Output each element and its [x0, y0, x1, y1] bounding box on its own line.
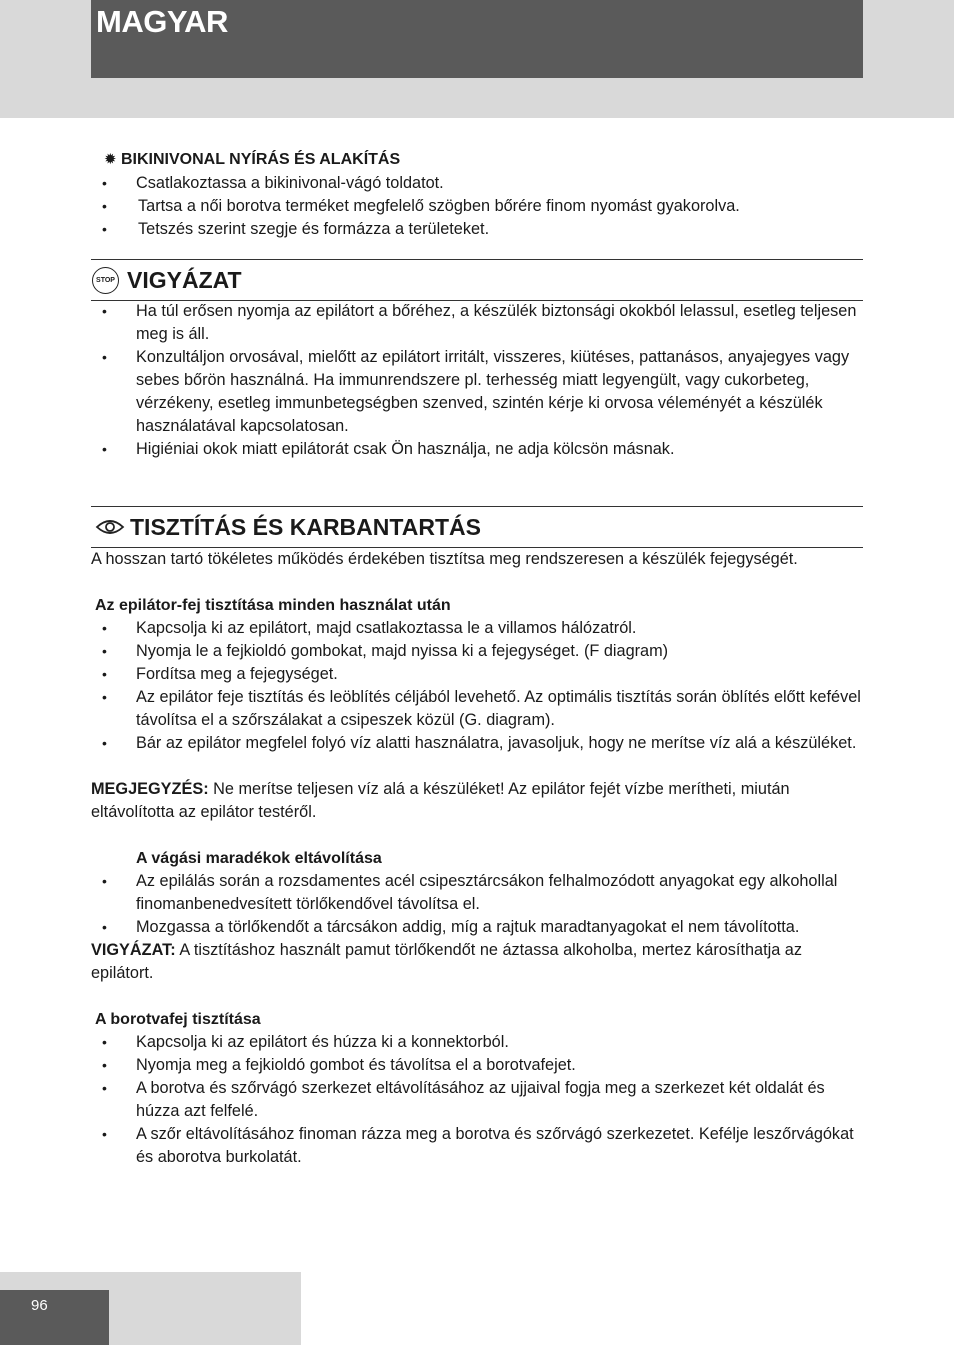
list-item: • Tartsa a női borotva terméket megfelelő szögben bőrére finom nyomást gyakorolva.: [102, 197, 740, 215]
list-item: • Kapcsolja ki az epilátort és húzza ki a konnektorból.: [102, 1033, 509, 1051]
epilator-head-title: Az epilátor-fej tisztítása minden használat után: [95, 597, 451, 614]
sun-icon: ✹: [104, 150, 117, 168]
list-item: • Nyomja le a fejkioldó gombokat, majd nyissa ki a fejegységet. (F diagram): [102, 642, 669, 660]
note-paragraph: [91, 778, 863, 824]
epilator-head-list: [91, 617, 863, 755]
shaver-list: [91, 1031, 863, 1169]
language-title: MAGYAR: [96, 4, 228, 39]
list-item: • Mozgassa a törlőkendőt a tárcsákon addig, míg a rajtuk maradtanyagokat el nem távolította.: [102, 918, 800, 936]
caution-heading: [91, 259, 863, 301]
list-item: • Bár az epilátor megfelel folyó víz alatti használatra, javasoljuk, hogy ne merítse víz alá a készüléket.: [102, 734, 857, 752]
list-item: • Tetszés szerint szegje és formázza a területeket.: [102, 220, 490, 238]
list-item: • Fordítsa meg a fejegységet.: [102, 665, 338, 683]
bikini-list: [91, 172, 863, 241]
warning-label: VIGYÁZAT:: [91, 941, 176, 959]
cleaning-heading-text: TISZTÍTÁS ÉS KARBANTARTÁS: [130, 513, 481, 540]
cleaning-intro: A hosszan tartó tökéletes működés érdekében tisztítsa meg rendszeresen a készülék fejegységét.: [91, 550, 798, 568]
caution-heading-text: VIGYÁZAT: [127, 266, 242, 293]
stop-icon: STOP: [92, 267, 119, 294]
cleaning-heading: [91, 506, 863, 548]
page-content: [91, 146, 863, 1169]
note-text: Ne merítse teljesen víz alá a készüléket! Az epilátor fejét vízbe merítheti, miután eltávolította az epilátor testéről.: [91, 780, 790, 821]
list-item: • A szőr eltávolításához finoman rázza meg a borotva és szőrvágó szerkezetet. Kefélje leszőrvágókat és aborotva burkolatát.: [102, 1125, 854, 1166]
list-item: • Konzultáljon orvosával, mielőtt az epilátort irritált, visszeres, kiütéses, pattanásos, anyajegyes vagy sebes bőrön használná. Ha immunrendszere pl. terhesség miatt legyengült, vagy cukorbeteg, vérzékeny, esetleg immunbetegségben szenved, szintén kérje ki orvosa véleményét a készülék használatával kapcsolatosan.: [102, 348, 850, 435]
warning-text: A tisztításhoz használt pamut törlőkendőt ne áztassa alkoholba, mertez károsíthatja az epilátort.: [91, 941, 803, 982]
language-title-box: [91, 0, 863, 78]
shaver-title: A borotvafej tisztítása: [95, 1011, 261, 1028]
caution-list: [91, 300, 863, 461]
list-item: • Az epilátor feje tisztítás és leöblítés céljából levehető. Az optimális tisztítás során öblítés előtt kefével távolítsa el a szőrszálakat a csipeszek közül (G. diagram).: [102, 688, 861, 729]
bikini-heading: [91, 146, 863, 172]
residue-title: A vágási maradékok eltávolítása: [136, 850, 382, 867]
eye-icon: [95, 517, 125, 537]
warning-paragraph: [91, 939, 863, 985]
page-number: 96: [31, 1297, 48, 1314]
list-item: • Ha túl erősen nyomja az epilátort a bőréhez, a készülék biztonsági okokból lelassul, esetleg teljesen meg is áll.: [102, 302, 857, 343]
list-item: • Higiéniai okok miatt epilátorát csak Ön használja, ne adja kölcsön másnak.: [102, 440, 675, 458]
page-number-box: [0, 1290, 109, 1345]
residue-list: [91, 870, 863, 939]
list-item: • Kapcsolja ki az epilátort, majd csatlakoztassa le a villamos hálózatról.: [102, 619, 637, 637]
note-label: MEGJEGYZÉS:: [91, 780, 209, 798]
bikini-heading-text: BIKINIVONAL NYÍRÁS ÉS ALAKÍTÁS: [121, 150, 401, 168]
list-item: • Nyomja meg a fejkioldó gombot és távolítsa el a borotvafejet.: [102, 1056, 576, 1074]
list-item: • A borotva és szőrvágó szerkezet eltávolításához az ujjaival fogja meg a szerkezet két oldalát és húzza azt felfelé.: [102, 1079, 825, 1120]
list-item: • Az epilálás során a rozsdamentes acél csipesztárcsákon felhalmozódott anyagokat egy alkohollal finomanbenedvesített törlőkendővel távolítsa el.: [102, 872, 838, 913]
list-item: • Csatlakoztassa a bikinivonal-vágó toldatot.: [102, 174, 444, 192]
